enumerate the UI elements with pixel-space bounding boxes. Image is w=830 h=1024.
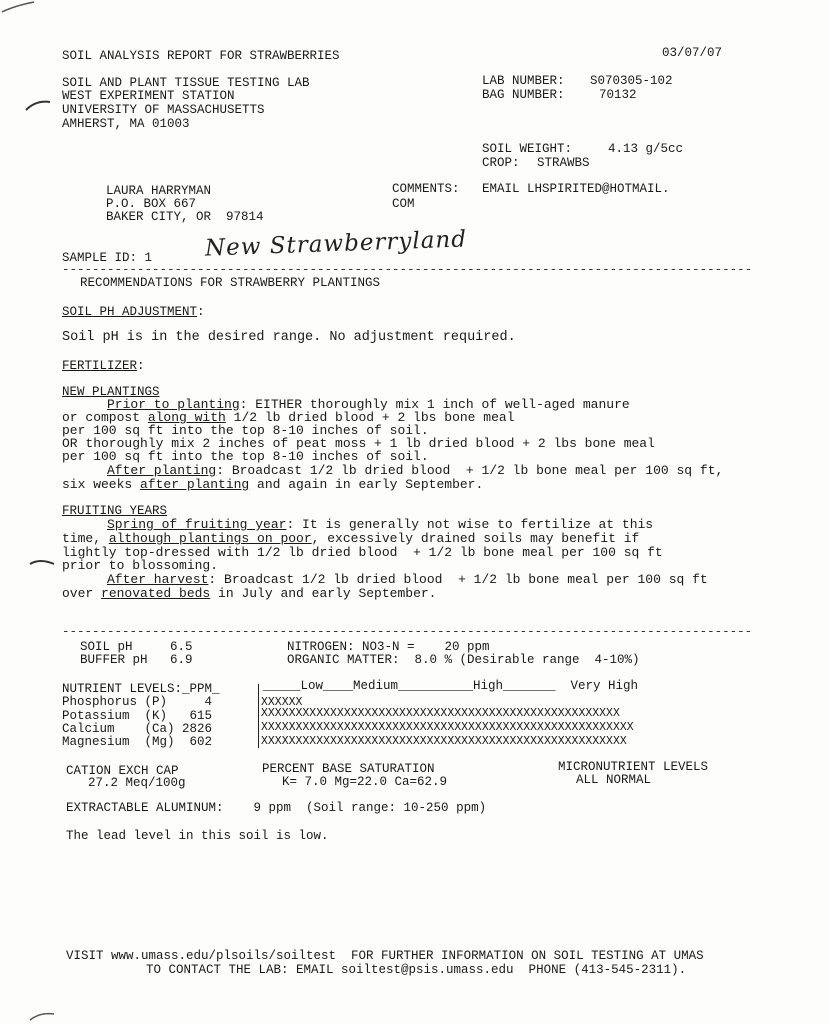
nutrient-label-phosphorus: Phosphorus (P) 4: [62, 695, 213, 709]
nutrient-levels-header: NUTRIENT LEVELS:_PPM_: [62, 682, 220, 696]
lab-number-label: LAB NUMBER:: [482, 74, 565, 88]
address-name: LAURA HARRYMAN: [106, 184, 212, 198]
spring-text: : It is generally not wise to fertilize at this: [286, 517, 654, 532]
footer-contact: TO CONTACT THE LAB: EMAIL soiltest@psis.umass.edu PHONE (413-545-2311).: [146, 963, 687, 977]
nutrient-scale: _____Low____Medium__________High_______ Very High: [263, 679, 639, 693]
spring-line4: prior to blossoming.: [62, 558, 219, 573]
handwritten-sample-name: New Strawberryland: [204, 226, 468, 262]
nutrient-label-magnesium: Magnesium (Mg) 602: [62, 735, 213, 749]
cec-label: CATION EXCH CAP: [66, 764, 179, 778]
prior-planting-text2b: along with: [147, 410, 226, 425]
lab-number: S070305-102: [590, 74, 673, 88]
divider-line: --------------------------------------------------------------------------------------------: [62, 264, 752, 277]
after-planting-line1: [107, 464, 723, 477]
harvest-text2b: renovated beds: [101, 586, 211, 601]
footer-visit: VISIT www.umass.edu/plsoils/soiltest FOR FURTHER INFORMATION ON SOIL TESTING AT UMAS: [66, 949, 704, 963]
crop-label: CROP:: [482, 156, 520, 170]
spring-label: Spring of fruiting year: [107, 517, 287, 532]
buffer-ph: BUFFER pH 6.9: [80, 653, 193, 667]
micronutrient-value: ALL NORMAL: [576, 773, 652, 787]
lab-name: SOIL AND PLANT TISSUE TESTING LAB: [62, 76, 310, 90]
nutrient-label-calcium: Calcium (Ca) 2826: [62, 722, 213, 736]
ph-adjustment-title: SOIL PH ADJUSTMENT: [62, 305, 198, 319]
crop: STRAWBS: [537, 156, 590, 170]
nutrient-bar-magnesium: XXXXXXXXXXXXXXXXXXXXXXXXXXXXXXXXXXXXXXXXXXXXXXXXXXXXX: [261, 735, 627, 748]
after-planting-text: : Broadcast 1/2 lb dried blood + 1/2 lb bone meal per 100 sq ft,: [216, 463, 724, 478]
ph-adjustment-heading: SOIL PH ADJUSTMENT:: [62, 305, 205, 319]
base-saturation-value: K= 7.0 Mg=22.0 Ca=62.9: [282, 775, 448, 789]
after-planting-text2a: six weeks: [62, 477, 141, 492]
comments-label: COMMENTS:: [392, 182, 460, 196]
spring-text2a: time,: [62, 531, 109, 546]
nutrient-bar-phosphorus: XXXXXX: [261, 696, 303, 709]
soil-ph: SOIL pH 6.5: [80, 640, 193, 654]
extractable-aluminum: EXTRACTABLE ALUMINUM: 9 ppm (Soil range: 10-250 ppm): [66, 801, 487, 815]
sample-id: SAMPLE ID: 1: [62, 251, 153, 265]
bag-number: 70132: [599, 88, 637, 102]
scan-mark-left-2: [28, 556, 58, 576]
micronutrient-label: MICRONUTRIENT LEVELS: [558, 760, 709, 774]
report-title: SOIL ANALYSIS REPORT FOR STRAWBERRIES: [62, 49, 340, 63]
nutrient-bar-potassium: XXXXXXXXXXXXXXXXXXXXXXXXXXXXXXXXXXXXXXXXXXXXXXXXXXXX: [261, 707, 620, 720]
ph-adjustment-text: Soil pH is in the desired range. No adjustment required.: [62, 330, 516, 345]
prior-planting-text2a: or compost: [62, 410, 148, 425]
spring-text2b: although plantings on poor: [108, 531, 312, 546]
lab-station: WEST EXPERIMENT STATION: [62, 89, 235, 103]
nutrient-label-potassium: Potassium (K) 615: [62, 709, 213, 723]
prior-planting-line5: per 100 sq ft into the top 8-10 inches of soil.: [62, 449, 429, 464]
fertilizer-heading: FERTILIZER:: [62, 359, 145, 373]
harvest-line1: [107, 573, 708, 586]
prior-planting-label: Prior to planting: [107, 397, 240, 412]
scan-mark-bottom: [28, 1008, 58, 1024]
after-planting-text2c: and again in early September.: [249, 477, 484, 492]
harvest-text2a: over: [62, 586, 102, 601]
prior-planting-line4: OR thoroughly mix 2 inches of peat moss + 1 lb dried blood + 2 lbs bone meal: [62, 436, 655, 451]
report-date: 03/07/07: [662, 46, 723, 60]
comments-line2: COM: [392, 197, 415, 211]
nutrient-table-divider: [258, 684, 259, 748]
fertilizer-title: FERTILIZER: [62, 359, 138, 373]
lab-city: AMHERST, MA 01003: [62, 117, 190, 131]
divider-line-2: --------------------------------------------------------------------------------------------: [62, 626, 753, 639]
prior-planting-text2c: 1/2 lb dried blood + 2 lbs bone meal: [225, 410, 515, 425]
recommendations-heading: RECOMMENDATIONS FOR STRAWBERRY PLANTINGS: [80, 276, 381, 290]
after-planting-text2b: after planting: [140, 477, 250, 492]
harvest-label: After harvest: [107, 572, 209, 587]
after-planting-label: After planting: [107, 463, 217, 478]
bag-number-label: BAG NUMBER:: [482, 88, 565, 102]
soil-weight: 4.13 g/5cc: [608, 142, 684, 156]
after-planting-line2: [62, 478, 483, 491]
harvest-line2: [62, 587, 436, 600]
harvest-text2c: in July and early September.: [210, 586, 437, 601]
address-box: P.O. BOX 667: [106, 197, 197, 211]
scan-mark-top: [0, 0, 40, 20]
spring-text2c: , excessively drained soils may benefit if: [311, 531, 640, 546]
harvest-text: : Broadcast 1/2 lb dried blood + 1/2 lb bone meal per 100 sq ft: [208, 572, 708, 587]
prior-planting-text: : EITHER thoroughly mix 1 inch of well-aged manure: [239, 397, 630, 412]
new-plantings-title: NEW PLANTINGS: [62, 385, 160, 399]
spring-line3: lightly top-dressed with 1/2 lb dried blood + 1/2 lb bone meal per 100 sq ft: [62, 545, 663, 560]
prior-planting-line3: per 100 sq ft into the top 8-10 inches of soil.: [62, 423, 429, 438]
lab-university: UNIVERSITY OF MASSACHUSETTS: [62, 103, 265, 117]
nutrient-bar-calcium: XXXXXXXXXXXXXXXXXXXXXXXXXXXXXXXXXXXXXXXXXXXXXXXXXXXXXX: [261, 721, 634, 734]
base-saturation-label: PERCENT BASE SATURATION: [262, 762, 435, 776]
address-city: BAKER CITY, OR 97814: [106, 210, 264, 224]
organic-matter: ORGANIC MATTER: 8.0 % (Desirable range 4-10%): [287, 653, 640, 667]
comments-line1: EMAIL LHSPIRITED@HOTMAIL.: [482, 182, 670, 196]
soil-weight-label: SOIL WEIGHT:: [482, 142, 573, 156]
cec-value: 27.2 Meq/100g: [88, 776, 186, 790]
fruiting-years-title: FRUITING YEARS: [62, 504, 168, 518]
nitrogen: NITROGEN: NO3-N = 20 ppm: [287, 640, 490, 654]
spring-line1: [107, 518, 653, 531]
lead-level: The lead level in this soil is low.: [66, 829, 329, 843]
spring-line2: [62, 532, 639, 545]
scan-mark-left-1: [24, 96, 54, 116]
